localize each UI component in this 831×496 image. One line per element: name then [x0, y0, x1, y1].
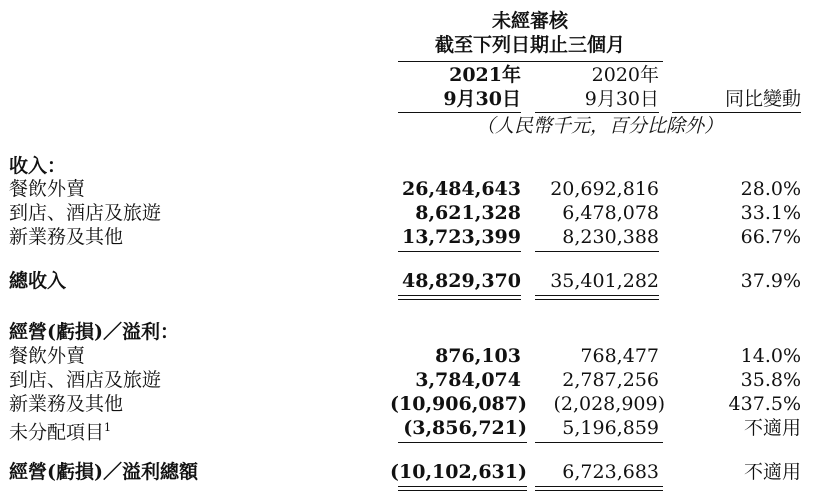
value-2021: 3,784,074 [415, 369, 521, 391]
value-yoy: 28.0% [740, 178, 801, 200]
value-yoy: 437.5% [728, 393, 801, 415]
value-2021: (10,906,087) [390, 393, 527, 415]
row-label: 經營(虧損)／溢利總額 [9, 461, 198, 483]
col-2021-year: 2021年 [449, 64, 521, 86]
subtotal-rule-2021 [398, 251, 521, 252]
col-yoy: 同比變動 [724, 88, 801, 110]
total-double-rule-2021 [398, 486, 527, 491]
value-2020: 6,723,683 [562, 461, 659, 483]
value-2021: (10,102,631) [390, 461, 527, 483]
total-double-rule-2020 [535, 295, 659, 300]
value-yoy: 14.0% [740, 345, 801, 367]
col-2020-year: 2020年 [591, 64, 659, 86]
col-yoy-rule [672, 112, 801, 113]
col-2020-rule [535, 112, 659, 113]
row-label: 餐飲外賣 [9, 345, 86, 367]
value-2020: 768,477 [580, 345, 659, 367]
total-double-rule-2020 [535, 486, 663, 491]
row-label-text: 未分配項目 [9, 421, 105, 444]
col-2020-date: 9月30日 [584, 88, 659, 110]
row-label: 到店、酒店及旅遊 [9, 369, 162, 391]
value-2020: (2,028,909) [553, 393, 665, 415]
value-yoy: 37.9% [740, 270, 801, 292]
header-period: 截至下列日期止三個月 [434, 34, 625, 56]
header-unaudited: 未經審核 [491, 10, 568, 32]
total-double-rule-2021 [398, 295, 521, 300]
operating-title: 經營(虧損)／溢利： [9, 321, 179, 343]
value-yoy: 33.1% [740, 202, 801, 224]
subtotal-rule-2021 [398, 442, 527, 443]
value-2020: 20,692,816 [550, 178, 659, 200]
col-2021-rule [398, 112, 521, 113]
value-2021: (3,856,721) [403, 417, 527, 439]
value-yoy: 不適用 [743, 417, 801, 439]
value-2021: 26,484,643 [402, 178, 521, 200]
value-2020: 2,787,256 [562, 369, 659, 391]
row-label: 新業務及其他 [9, 226, 124, 248]
value-2020: 8,230,388 [562, 226, 659, 248]
footnote-marker: 1 [104, 421, 112, 434]
value-yoy: 35.8% [740, 369, 801, 391]
row-label: 餐飲外賣 [9, 178, 86, 200]
row-label: 新業務及其他 [9, 393, 124, 415]
row-label: 到店、酒店及旅遊 [9, 202, 162, 224]
subtotal-rule-2020 [535, 251, 659, 252]
value-2021: 8,621,328 [415, 202, 521, 224]
currency-note: （人民幣千元，百分比除外） [475, 115, 723, 137]
row-label [9, 417, 111, 443]
value-2020: 6,478,078 [562, 202, 659, 224]
value-yoy: 不適用 [743, 461, 801, 483]
row-label: 總收入 [9, 270, 67, 292]
value-2021: 48,829,370 [402, 270, 521, 292]
value-2020: 35,401,282 [550, 270, 659, 292]
value-2020: 5,196,859 [562, 417, 659, 439]
header-rule [398, 61, 663, 62]
subtotal-rule-2020 [535, 442, 663, 443]
revenue-title: 收入： [9, 155, 67, 177]
value-2021: 876,103 [435, 345, 521, 367]
value-yoy: 66.7% [740, 226, 801, 248]
value-2021: 13,723,399 [402, 226, 521, 248]
col-2021-date: 9月30日 [443, 88, 521, 110]
